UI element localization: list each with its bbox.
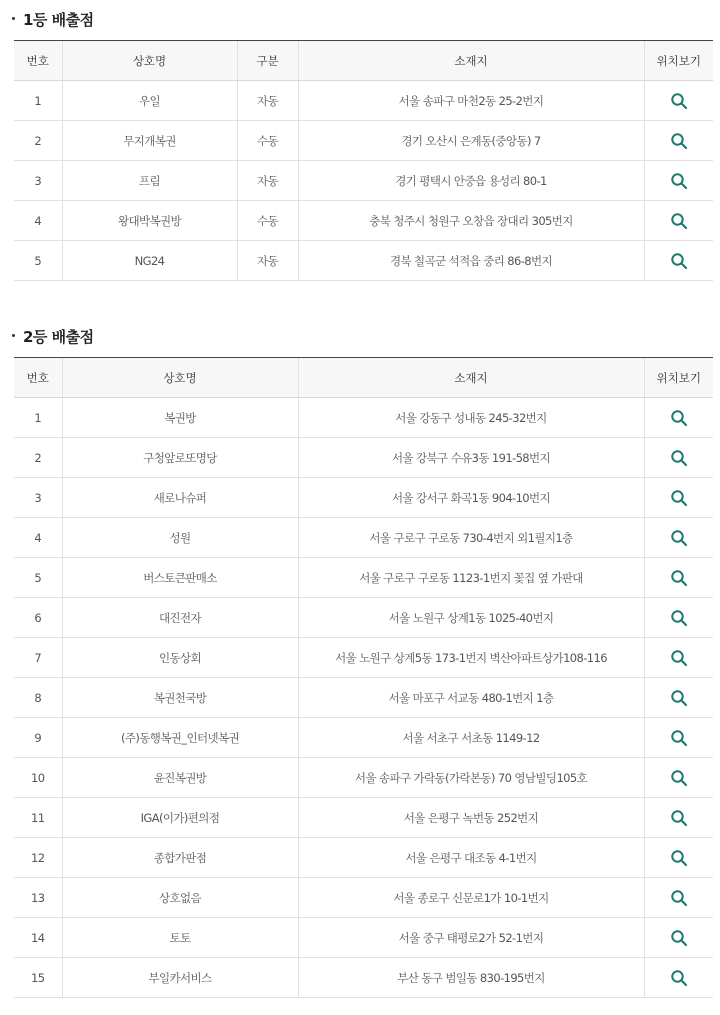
bullet-dot: [12, 17, 15, 20]
header-location: 위치보기: [644, 41, 713, 81]
cell-no: 10: [14, 758, 62, 798]
cell-no: 1: [14, 398, 62, 438]
search-icon[interactable]: [670, 889, 688, 907]
cell-address: 경기 평택시 안중읍 용성리 80-1: [298, 161, 644, 201]
cell-no: 13: [14, 878, 62, 918]
table-row: [14, 81, 713, 121]
header-address: 소재지: [298, 41, 644, 81]
table-row: [14, 838, 713, 878]
table-row: [14, 121, 713, 161]
table-row: [14, 678, 713, 718]
cell-name: 종합가판점: [62, 838, 298, 878]
cell-no: 3: [14, 478, 62, 518]
cell-name: 왕대박복권방: [62, 201, 237, 241]
cell-address: 서울 노원구 상계5동 173-1번지 벽산아파트상가108-116: [298, 638, 644, 678]
cell-name: 복권천국방: [62, 678, 298, 718]
cell-name: NG24: [62, 241, 237, 281]
cell-address: 서울 은평구 녹번동 252번지: [298, 798, 644, 838]
table-header-row: [14, 358, 713, 398]
cell-location: [644, 798, 713, 838]
cell-address: 서울 구로구 구로동 730-4번지 외1필지1층: [298, 518, 644, 558]
search-icon[interactable]: [670, 489, 688, 507]
cell-no: 4: [14, 518, 62, 558]
cell-location: [644, 878, 713, 918]
search-icon[interactable]: [670, 689, 688, 707]
search-icon[interactable]: [670, 252, 688, 270]
cell-location: [644, 81, 713, 121]
cell-location: [644, 201, 713, 241]
header-no: 번호: [14, 358, 62, 398]
cell-type: 수동: [237, 201, 298, 241]
cell-no: 7: [14, 638, 62, 678]
cell-no: 3: [14, 161, 62, 201]
search-icon[interactable]: [670, 729, 688, 747]
cell-name: 토토: [62, 918, 298, 958]
cell-name: 새로나슈퍼: [62, 478, 298, 518]
cell-address: 경북 칠곡군 석적읍 중리 86-8번지: [298, 241, 644, 281]
cell-address: 서울 서초구 서초동 1149-12: [298, 718, 644, 758]
cell-address: 서울 송파구 마천2동 25-2번지: [298, 81, 644, 121]
cell-name: 무지개복권: [62, 121, 237, 161]
section-title-1st: [12, 9, 94, 30]
cell-no: 2: [14, 121, 62, 161]
search-icon[interactable]: [670, 849, 688, 867]
cell-location: [644, 758, 713, 798]
cell-address: 부산 동구 범일동 830-195번지: [298, 958, 644, 998]
cell-type: 자동: [237, 81, 298, 121]
section-title-text: 2등 배출점: [23, 328, 94, 346]
table-row: [14, 758, 713, 798]
table-row: [14, 438, 713, 478]
table-2nd-winners: [14, 357, 713, 998]
cell-name: 성원: [62, 518, 298, 558]
section-title-2nd: [12, 326, 94, 347]
cell-name: 구청앞로또명당: [62, 438, 298, 478]
cell-no: 5: [14, 241, 62, 281]
cell-location: [644, 918, 713, 958]
search-icon[interactable]: [670, 649, 688, 667]
cell-address: 서울 은평구 대조동 4-1번지: [298, 838, 644, 878]
search-icon[interactable]: [670, 929, 688, 947]
search-icon[interactable]: [670, 212, 688, 230]
cell-location: [644, 478, 713, 518]
table-row: [14, 478, 713, 518]
cell-type: 수동: [237, 121, 298, 161]
table-row: [14, 718, 713, 758]
cell-location: [644, 121, 713, 161]
cell-address: 충북 청주시 청원구 오창읍 장대리 305번지: [298, 201, 644, 241]
table-row: [14, 518, 713, 558]
cell-name: 인동상회: [62, 638, 298, 678]
header-no: 번호: [14, 41, 62, 81]
header-name: 상호명: [62, 41, 237, 81]
search-icon[interactable]: [670, 969, 688, 987]
table-row: [14, 958, 713, 998]
table-row: [14, 558, 713, 598]
cell-name: 복권방: [62, 398, 298, 438]
cell-address: 서울 중구 태평로2가 52-1번지: [298, 918, 644, 958]
cell-location: [644, 718, 713, 758]
cell-address: 경기 오산시 은계동(중앙동) 7: [298, 121, 644, 161]
table-row: [14, 638, 713, 678]
cell-no: 8: [14, 678, 62, 718]
cell-no: 4: [14, 201, 62, 241]
cell-name: (주)동행복권_인터넷복권: [62, 718, 298, 758]
search-icon[interactable]: [670, 609, 688, 627]
cell-address: 서울 강동구 성내동 245-32번지: [298, 398, 644, 438]
cell-name: 부일카서비스: [62, 958, 298, 998]
cell-address: 서울 강서구 화곡1동 904-10번지: [298, 478, 644, 518]
search-icon[interactable]: [670, 529, 688, 547]
cell-no: 6: [14, 598, 62, 638]
cell-address: 서울 종로구 신문로1가 10-1번지: [298, 878, 644, 918]
cell-no: 14: [14, 918, 62, 958]
table-row: [14, 878, 713, 918]
search-icon[interactable]: [670, 132, 688, 150]
table-1st-winners: [14, 40, 713, 281]
bullet-dot: [12, 334, 15, 337]
cell-no: 15: [14, 958, 62, 998]
cell-address: 서울 노원구 상계1동 1025-40번지: [298, 598, 644, 638]
search-icon[interactable]: [670, 172, 688, 190]
cell-location: [644, 438, 713, 478]
cell-location: [644, 161, 713, 201]
cell-no: 1: [14, 81, 62, 121]
cell-name: 상호없음: [62, 878, 298, 918]
cell-no: 11: [14, 798, 62, 838]
cell-name: 버스토큰판매소: [62, 558, 298, 598]
table-header-row: [14, 41, 713, 81]
search-icon[interactable]: [670, 569, 688, 587]
cell-name: 대진전자: [62, 598, 298, 638]
table-row: [14, 201, 713, 241]
cell-no: 2: [14, 438, 62, 478]
header-address: 소재지: [298, 358, 644, 398]
header-name: 상호명: [62, 358, 298, 398]
cell-no: 5: [14, 558, 62, 598]
cell-location: [644, 838, 713, 878]
cell-address: 서울 강북구 수유3동 191-58번지: [298, 438, 644, 478]
table-row: [14, 918, 713, 958]
table-row: [14, 598, 713, 638]
table-row: [14, 398, 713, 438]
cell-location: [644, 241, 713, 281]
cell-address: 서울 송파구 가락동(가락본동) 70 영남빌딩105호: [298, 758, 644, 798]
cell-address: 서울 구로구 구로동 1123-1번지 꽃집 옆 가판대: [298, 558, 644, 598]
cell-location: [644, 678, 713, 718]
cell-type: 자동: [237, 241, 298, 281]
cell-location: [644, 598, 713, 638]
cell-location: [644, 398, 713, 438]
table-row: [14, 161, 713, 201]
cell-location: [644, 518, 713, 558]
search-icon[interactable]: [670, 92, 688, 110]
search-icon[interactable]: [670, 449, 688, 467]
cell-no: 12: [14, 838, 62, 878]
search-icon[interactable]: [670, 769, 688, 787]
cell-name: 우일: [62, 81, 237, 121]
header-type: 구분: [237, 41, 298, 81]
table-row: [14, 241, 713, 281]
cell-name: 프림: [62, 161, 237, 201]
cell-type: 자동: [237, 161, 298, 201]
cell-no: 9: [14, 718, 62, 758]
section-title-text: 1등 배출점: [23, 11, 94, 29]
header-location: 위치보기: [644, 358, 713, 398]
table-row: [14, 798, 713, 838]
cell-location: [644, 558, 713, 598]
cell-location: [644, 638, 713, 678]
search-icon[interactable]: [670, 809, 688, 827]
search-icon[interactable]: [670, 409, 688, 427]
cell-address: 서울 마포구 서교동 480-1번지 1층: [298, 678, 644, 718]
cell-name: 윤진복권방: [62, 758, 298, 798]
cell-location: [644, 958, 713, 998]
cell-name: IGA(이가)편의점: [62, 798, 298, 838]
